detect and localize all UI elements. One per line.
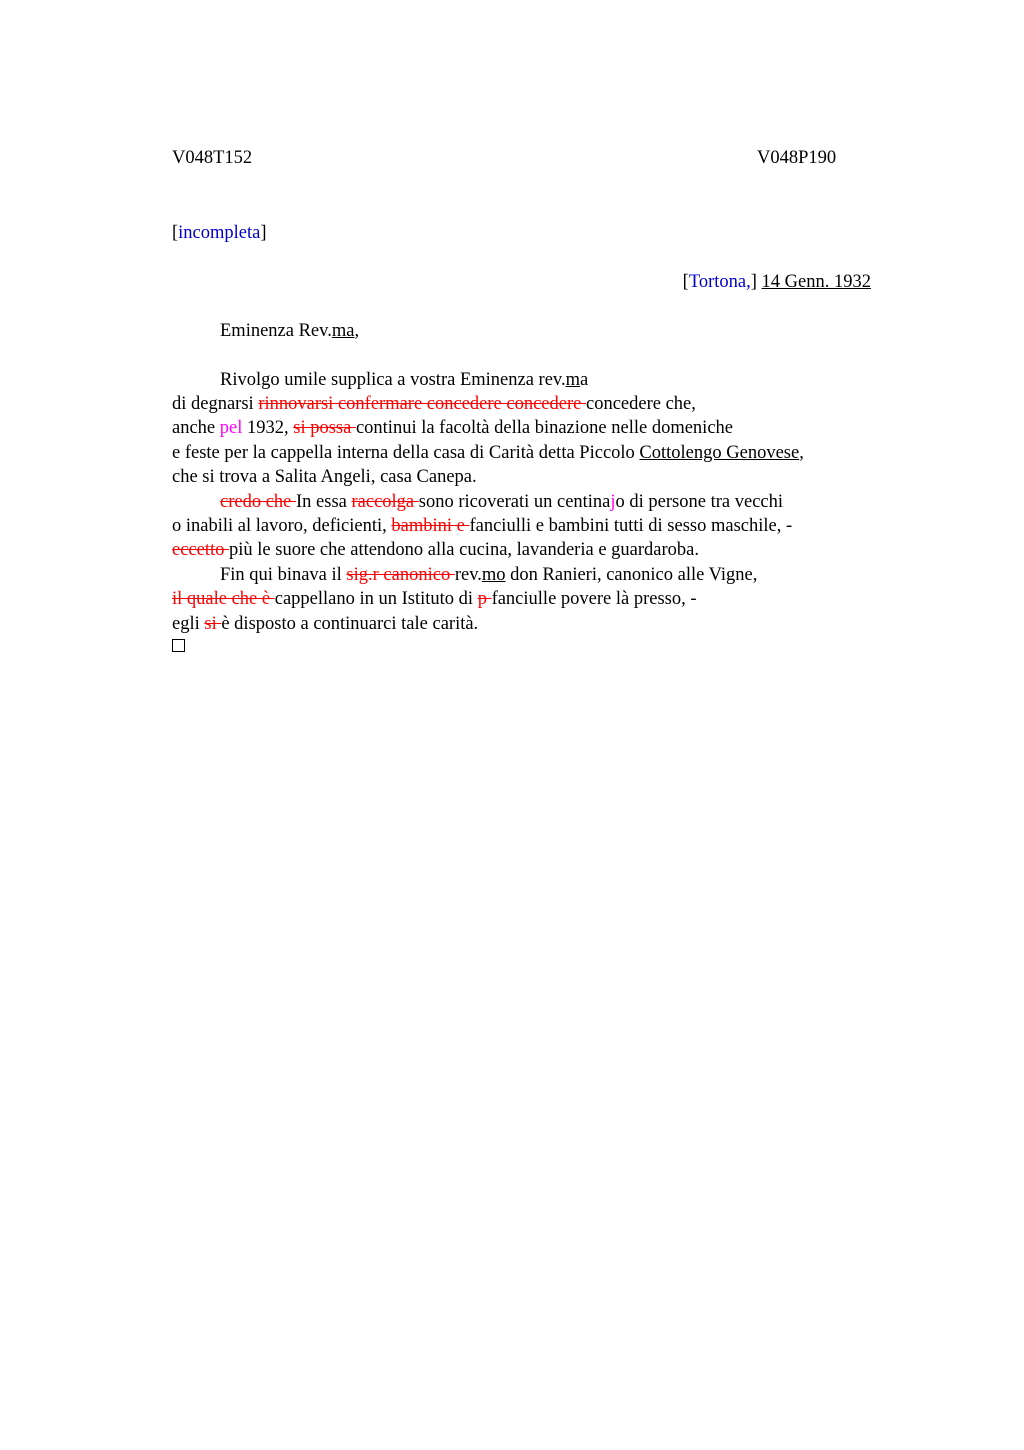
salutation-text: Eminenza Rev. [220, 321, 332, 341]
text-span: Rivolgo umile supplica a vostra Eminenza rev. [220, 370, 566, 390]
deleted-text: bambini e [391, 516, 470, 536]
body-line-7 [172, 514, 792, 538]
text-span: In essa [296, 492, 352, 512]
deleted-text: si [204, 614, 222, 634]
text-span: che si trova a Salita Angeli, casa Canepa. [172, 467, 477, 487]
bracket-close: ] [260, 223, 267, 243]
text-span: anche [172, 418, 220, 438]
deleted-text: il quale che è [172, 589, 275, 609]
text-span: continui la facoltà della binazione nelle domeniche [355, 418, 733, 438]
text-span: egli [172, 614, 205, 634]
note-incompleta: incompleta [178, 223, 261, 243]
salutation-comma: , [354, 321, 360, 341]
inserted-text: j [610, 492, 616, 512]
deleted-text: p [477, 589, 492, 609]
text-span: o di persone tra vecchi [615, 492, 784, 512]
text-span: e feste per la cappella interna della casa di Carità detta Piccolo [172, 443, 640, 463]
underlined-text: Cottolengo Genovese [639, 443, 800, 463]
document-code-left: V048T152 [172, 148, 253, 168]
body-line-6 [220, 490, 783, 514]
dateline [683, 270, 871, 294]
body-line-8 [172, 538, 699, 562]
text-span: di degnarsi [172, 394, 259, 414]
document-code-right: V048P190 [757, 148, 837, 168]
salutation [220, 319, 359, 343]
body-line-10 [172, 587, 697, 611]
body-line-4 [172, 441, 804, 465]
text-span: è disposto a continuarci tale carità. [221, 614, 479, 634]
body-line-9 [220, 563, 757, 587]
deleted-text: sig.r canonico [346, 565, 455, 585]
place-name: Tortona, [688, 272, 751, 292]
text-span: rev. [454, 565, 482, 585]
text-span: 1932, [242, 418, 294, 438]
text-span: fanciulli e bambini tutti di sesso maschile, - [469, 516, 793, 536]
text-span: , [799, 443, 804, 463]
salutation-abbrev: ma [331, 321, 355, 341]
deleted-text: eccetto [172, 540, 229, 560]
editorial-note [172, 221, 267, 245]
text-span: sono ricoverati un centina [418, 492, 611, 512]
deleted-text: rinnovarsi confermare concedere concedere [258, 394, 586, 414]
bracket-open: [ [172, 223, 179, 243]
text-span: a [579, 370, 589, 390]
deleted-text: raccolga [351, 492, 419, 512]
text-span: concedere che, [585, 394, 696, 414]
text-span: o inabili al lavoro, deficienti, [172, 516, 392, 536]
abbrev-underlined: mo [481, 565, 506, 585]
bracket-open: [ [682, 272, 689, 292]
body-line-1 [220, 368, 588, 392]
bracket-close: ] [750, 272, 757, 292]
inserted-text: pel [219, 418, 243, 438]
end-square-icon [172, 639, 185, 652]
text-span: più le suore che attendono alla cucina, lavanderia e guardaroba. [229, 540, 699, 560]
deleted-text: credo che [220, 492, 297, 512]
body-line-2 [172, 392, 696, 416]
text-span: don Ranieri, canonico alle Vigne, [505, 565, 758, 585]
text-span: cappellano in un Istituto di [274, 589, 478, 609]
deleted-text: si possa [293, 418, 356, 438]
body-line-11 [172, 612, 478, 636]
letter-date: 14 Genn. 1932 [761, 272, 871, 292]
text-span: Fin qui binava il [220, 565, 347, 585]
body-line-5 [172, 465, 477, 489]
abbrev-underlined: m [565, 370, 580, 390]
text-span: fanciulle povere là presso, - [491, 589, 697, 609]
body-line-3 [172, 416, 733, 440]
